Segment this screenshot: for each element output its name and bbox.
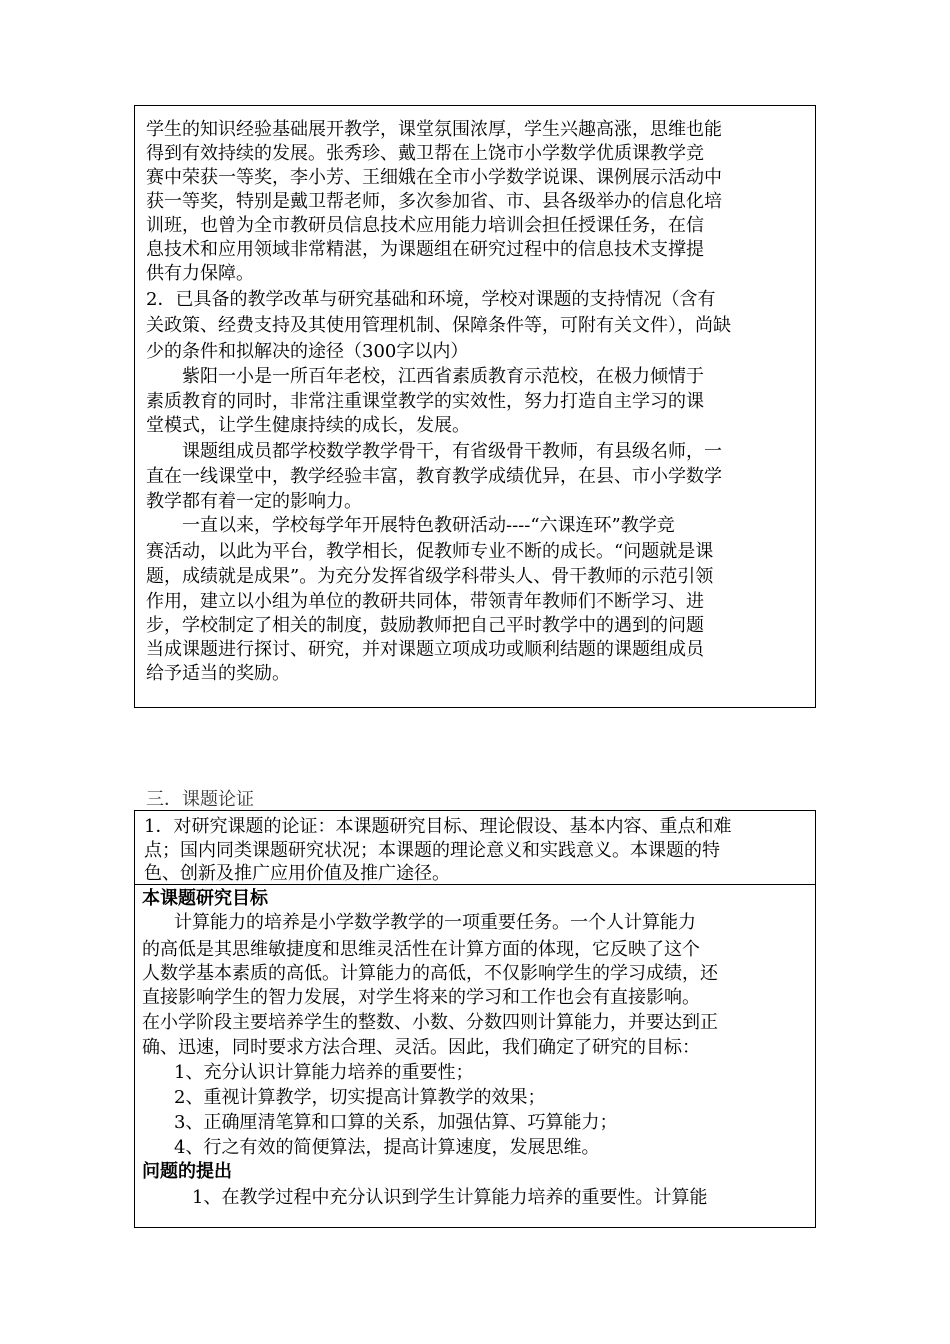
s1-line-18: 赛活动，以此为平台，教学相长，促教师专业不断的成长。“问题就是课 <box>146 541 714 562</box>
goal-line-6: 确、迅速，同时要求方法合理、灵活。因此，我们确定了研究的目标： <box>142 1037 700 1058</box>
section3-heading: 三．课题论证 <box>146 789 254 810</box>
goal-line-2: 的高低是其思维敏捷度和思维灵活性在计算方面的体现，它反映了这个 <box>142 939 700 960</box>
s1-line-3: 赛中荣获一等奖，李小芳、王细娥在全市小学数学说课、课例展示活动中 <box>146 167 722 188</box>
goal-item-2: 2、重视计算教学，切实提高计算教学的效果； <box>174 1087 546 1108</box>
goal-line-1: 计算能力的培养是小学数学教学的一项重要任务。一个人计算能力 <box>174 912 696 933</box>
s1-line-14: 课题组成员都学校数学教学骨干，有省级骨干教师，有县级名师，一 <box>182 441 722 462</box>
s1-line-12: 素质教育的同时，非常注重课堂教学的实效性，努力打造自主学习的课 <box>146 391 704 412</box>
s3-prompt-line-3: 色、创新及推广应用价值及推广途径。 <box>144 863 450 884</box>
s1-line-22: 当成课题进行探讨、研究，并对课题立项成功或顺利结题的课题组成员 <box>146 639 704 660</box>
s1-line-20: 作用，建立以小组为单位的教研共同体，带领青年教师们不断学习、进 <box>146 591 704 612</box>
problem-line-1: 1、在教学过程中充分认识到学生计算能力培养的重要性。计算能 <box>192 1187 708 1208</box>
s1-line-10: 少的条件和拟解决的途径（300字以内） <box>146 341 469 362</box>
s1-line-23: 给予适当的奖励。 <box>146 663 290 684</box>
s1-line-5: 训班，也曾为全市教研员信息技术应用能力培训会担任授课任务，在信 <box>146 215 704 236</box>
s1-line-19: 题，成绩就是成果”。为充分发挥省级学科带头人、骨干教师的示范引领 <box>146 566 714 587</box>
s1-line-7: 供有力保障。 <box>146 263 254 284</box>
s1-line-6: 息技术和应用领域非常精湛，为课题组在研究过程中的信息技术支撑提 <box>146 239 704 260</box>
goal-line-3: 人数学基本素质的高低。计算能力的高低，不仅影响学生的学习成绩，还 <box>142 963 718 984</box>
s1-line-15: 直在一线课堂中，教学经验丰富，教育教学成绩优异，在县、市小学数学 <box>146 466 722 487</box>
s1-line-17: 一直以来，学校每学年开展特色教研活动----“六课连环”教学竞 <box>182 515 675 536</box>
s3-prompt-line-1: 1．对研究课题的论证：本课题研究目标、理论假设、基本内容、重点和难 <box>144 816 732 837</box>
s1-line-9: 关政策、经费支持及其使用管理机制、保障条件等，可附有关文件），尚缺 <box>146 315 731 336</box>
s1-line-16: 教学都有着一定的影响力。 <box>146 491 362 512</box>
s1-line-1: 学生的知识经验基础展开教学，课堂氛围浓厚，学生兴趣高涨，思维也能 <box>146 119 722 140</box>
problem-title: 问题的提出 <box>142 1161 232 1182</box>
goal-line-5: 在小学阶段主要培养学生的整数、小数、分数四则计算能力，并要达到正 <box>142 1012 718 1033</box>
s1-line-8: 2．已具备的教学改革与研究基础和环境，学校对课题的支持情况（含有 <box>146 289 716 310</box>
goal-item-1: 1、充分认识计算能力培养的重要性； <box>174 1062 474 1083</box>
s1-line-13: 堂模式，让学生健康持续的成长，发展。 <box>146 415 470 436</box>
s1-line-11: 紫阳一小是一所百年老校，江西省素质教育示范校，在极力倾情于 <box>182 366 704 387</box>
s3-prompt-line-2: 点；国内同类课题研究状况；本课题的理论意义和实践意义。本课题的特 <box>144 840 720 861</box>
s1-line-21: 步，学校制定了相关的制度，鼓励教师把自己平时教学中的遇到的问题 <box>146 615 704 636</box>
goal-item-3: 3、正确厘清笔算和口算的关系，加强估算、巧算能力； <box>174 1112 618 1133</box>
goal-title: 本课题研究目标 <box>142 888 268 909</box>
s1-line-2: 得到有效持续的发展。张秀珍、戴卫帮在上饶市小学数学优质课教学竞 <box>146 143 704 164</box>
goal-item-4: 4、行之有效的简便算法，提高计算速度，发展思维。 <box>174 1137 600 1158</box>
s1-line-4: 获一等奖，特别是戴卫帮老师，多次参加省、市、县各级举办的信息化培 <box>146 191 722 212</box>
goal-line-4: 直接影响学生的智力发展，对学生将来的学习和工作也会有直接影响。 <box>142 987 700 1008</box>
